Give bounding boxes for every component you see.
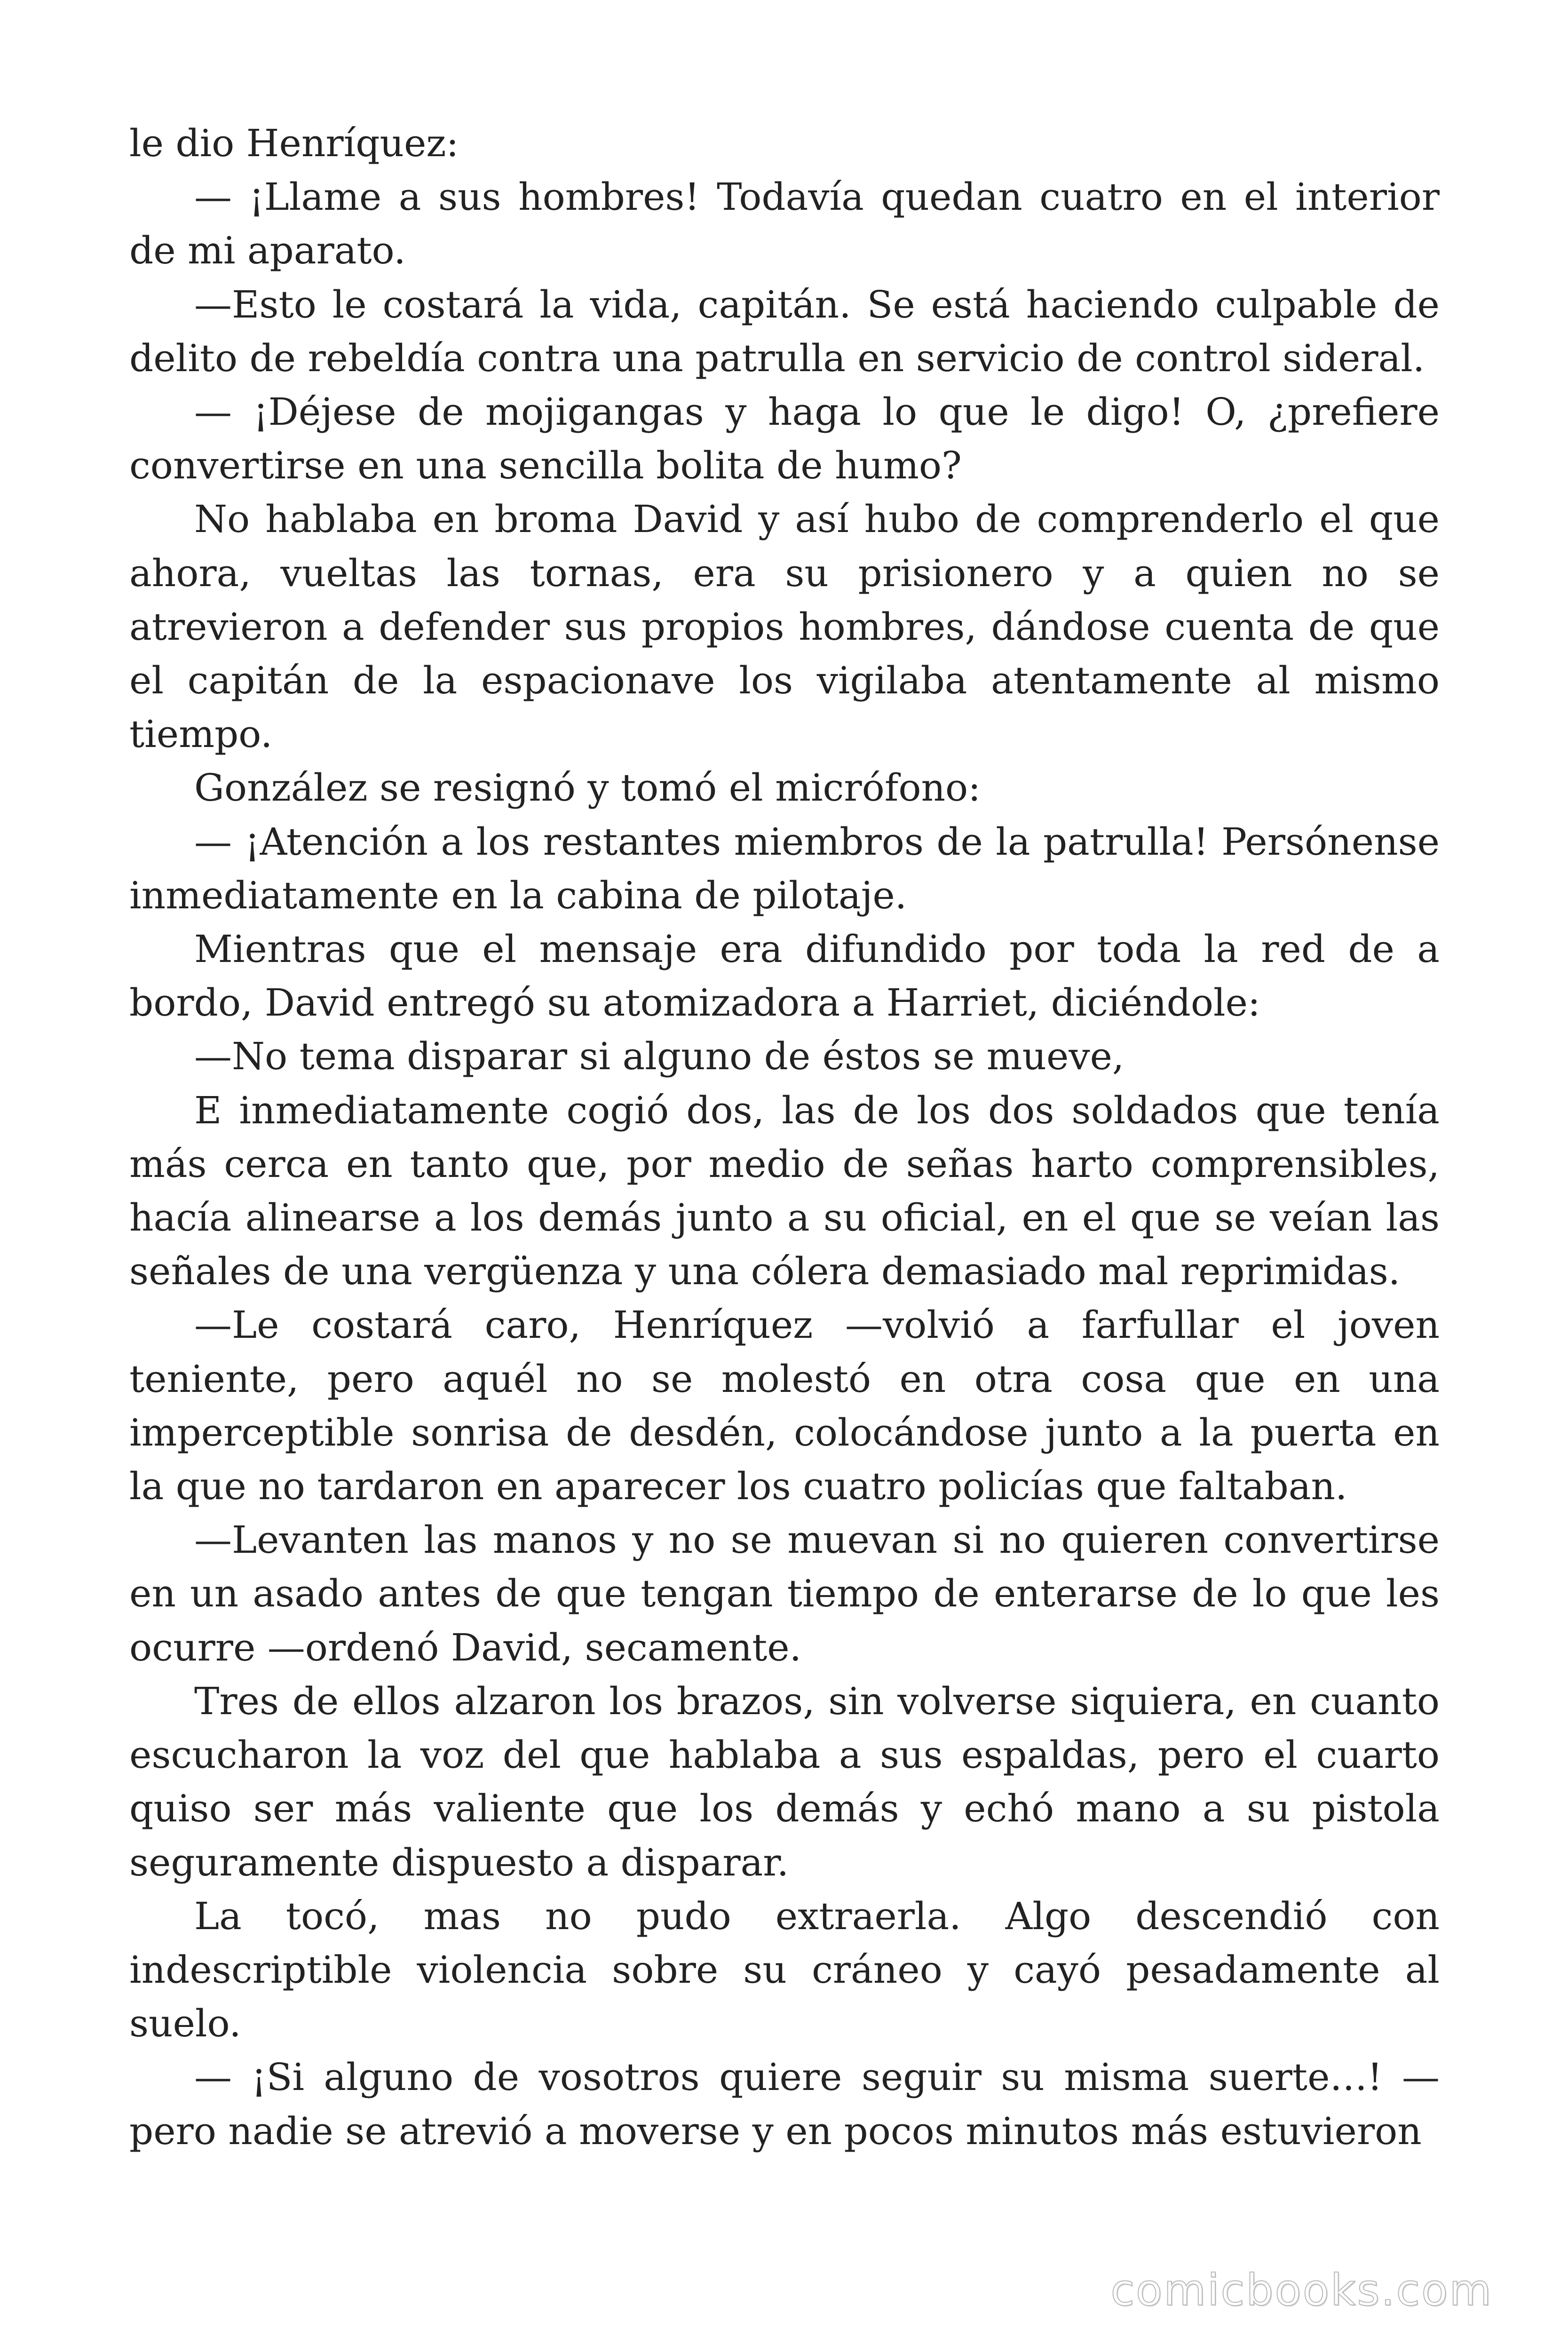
- paragraph-15: — ¡Si alguno de vosotros quiere seguir su misma suerte…! —pero nadie se atrevió a moverse y en pocos minutos más estuvieron: [129, 2055, 1440, 2153]
- paragraph-12: —Levanten las manos y no se muevan si no quieren convertirse en un asado antes de que tengan tiempo de enterarse de lo que les ocurre —ordenó David, secamente.: [129, 1518, 1440, 1669]
- page-text: [129, 117, 1440, 2158]
- paragraph-8: Mientras que el mensaje era difundido por toda la red de a bordo, David entregó su atomizadora a Harriet, diciéndole:: [129, 927, 1440, 1025]
- paragraph-4: — ¡Déjese de mojigangas y haga lo que le digo! O, ¿prefiere convertirse en una sencilla bolita de humo?: [129, 390, 1440, 488]
- paragraph-13: Tres de ellos alzaron los brazos, sin volverse siquiera, en cuanto escucharon la voz del que hablaba a sus espaldas, pero el cuarto quiso ser más valiente que los demás y echó mano a su pistola seguramente dispuesto a disparar.: [129, 1679, 1440, 1884]
- paragraph-9: —No tema disparar si alguno de éstos se mueve,: [194, 1034, 1125, 1079]
- paragraph-5: No hablaba en broma David y así hubo de comprenderlo el que ahora, vueltas las tornas, era su prisionero y a quien no se atrevieron a defender sus propios hombres, dándose cuenta de que el capitán de la espacionave los vigilaba atentamente al mismo tiempo.: [129, 497, 1440, 756]
- paragraph-3: —Esto le costará la vida, capitán. Se está haciendo culpable de delito de rebeldía contra una patrulla en servicio de control sideral.: [129, 282, 1440, 380]
- paragraph-11: —Le costará caro, Henríquez —volvió a farfullar el joven teniente, pero aquél no se molestó en otra cosa que en una imperceptible sonrisa de desdén, colocándose junto a la puerta en la que no tardaron en aparecer los cuatro policías que faltaban.: [129, 1303, 1440, 1509]
- paragraph-7: — ¡Atención a los restantes miembros de la patrulla! Persónense inmediatamente en la cabina de pilotaje.: [129, 819, 1440, 917]
- watermark: comicbooks.com: [1110, 2265, 1493, 2315]
- paragraph-6: González se resignó y tomó el micrófono:: [194, 766, 981, 810]
- paragraph-10: E inmediatamente cogió dos, las de los dos soldados que tenía más cerca en tanto que, por medio de señas harto comprensibles, hacía alinearse a los demás junto a su oficial, en el que se veían las señales de una vergüenza y una cólera demasiado mal reprimidas.: [129, 1088, 1440, 1294]
- paragraph-1: le dio Henríquez:: [129, 121, 459, 165]
- paragraph-14: La tocó, mas no pudo extraerla. Algo descendió con indescriptible violencia sobre su cráneo y cayó pesadamente al suelo.: [129, 1894, 1440, 2046]
- paragraph-2: — ¡Llame a sus hombres! Todavía quedan cuatro en el interior de mi aparato.: [129, 175, 1440, 273]
